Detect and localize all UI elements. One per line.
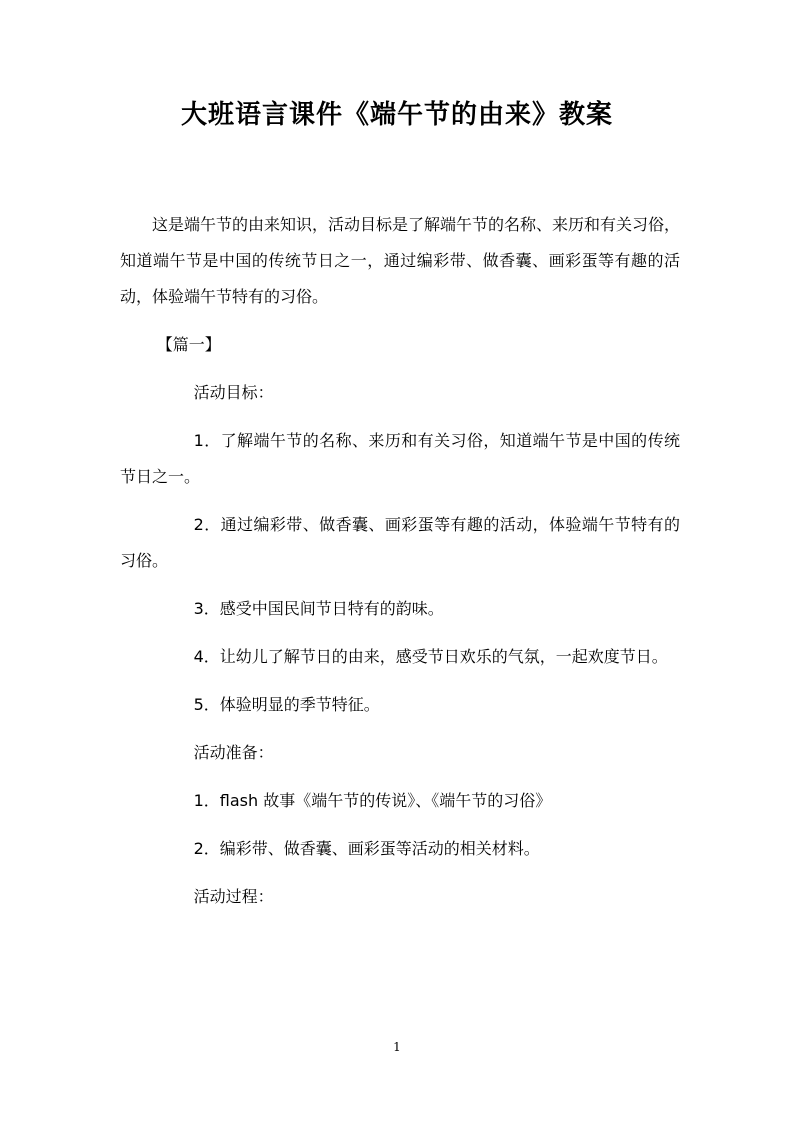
goal-item-5: 5．体验明显的季节特征。 — [193, 695, 380, 714]
goal-item-4: 4．让幼儿了解节日的由来，感受节日欢乐的气氛，一起欢度节日。 — [193, 647, 668, 666]
goal-item-1: 1．了解端午节的名称、来历和有关习俗，知道端午节是中国的传统节日之一。 — [120, 431, 680, 486]
prep-item-2: 2．编彩带、做香囊、画彩蛋等活动的相关材料。 — [193, 839, 540, 858]
intro-paragraph: 这是端午节的由来知识，活动目标是了解端午节的名称、来历和有关习俗，知道端午节是中国的传统节日之一，通过编彩带、做香囊、画彩蛋等有趣的活动，体验端午节特有的习俗。 — [120, 215, 681, 306]
document-title: 大班语言课件《端午节的由来》教案 — [180, 100, 613, 130]
page-number: 1 — [393, 1040, 401, 1054]
goal-item-2: 2．通过编彩带、做香囊、画彩蛋等有趣的活动，体验端午节特有的习俗。 — [120, 515, 680, 570]
prep-heading: 活动准备： — [193, 743, 274, 762]
goals-heading: 活动目标： — [193, 383, 274, 402]
process-heading: 活动过程： — [193, 887, 274, 906]
document-body — [120, 207, 680, 915]
section-heading: 【篇一】 — [156, 335, 221, 354]
goal-item-3: 3．感受中国民间节日特有的韵味。 — [193, 599, 444, 618]
prep-item-1: 1．flash 故事《端午节的传说》、《端午节的习俗》 — [193, 791, 552, 810]
